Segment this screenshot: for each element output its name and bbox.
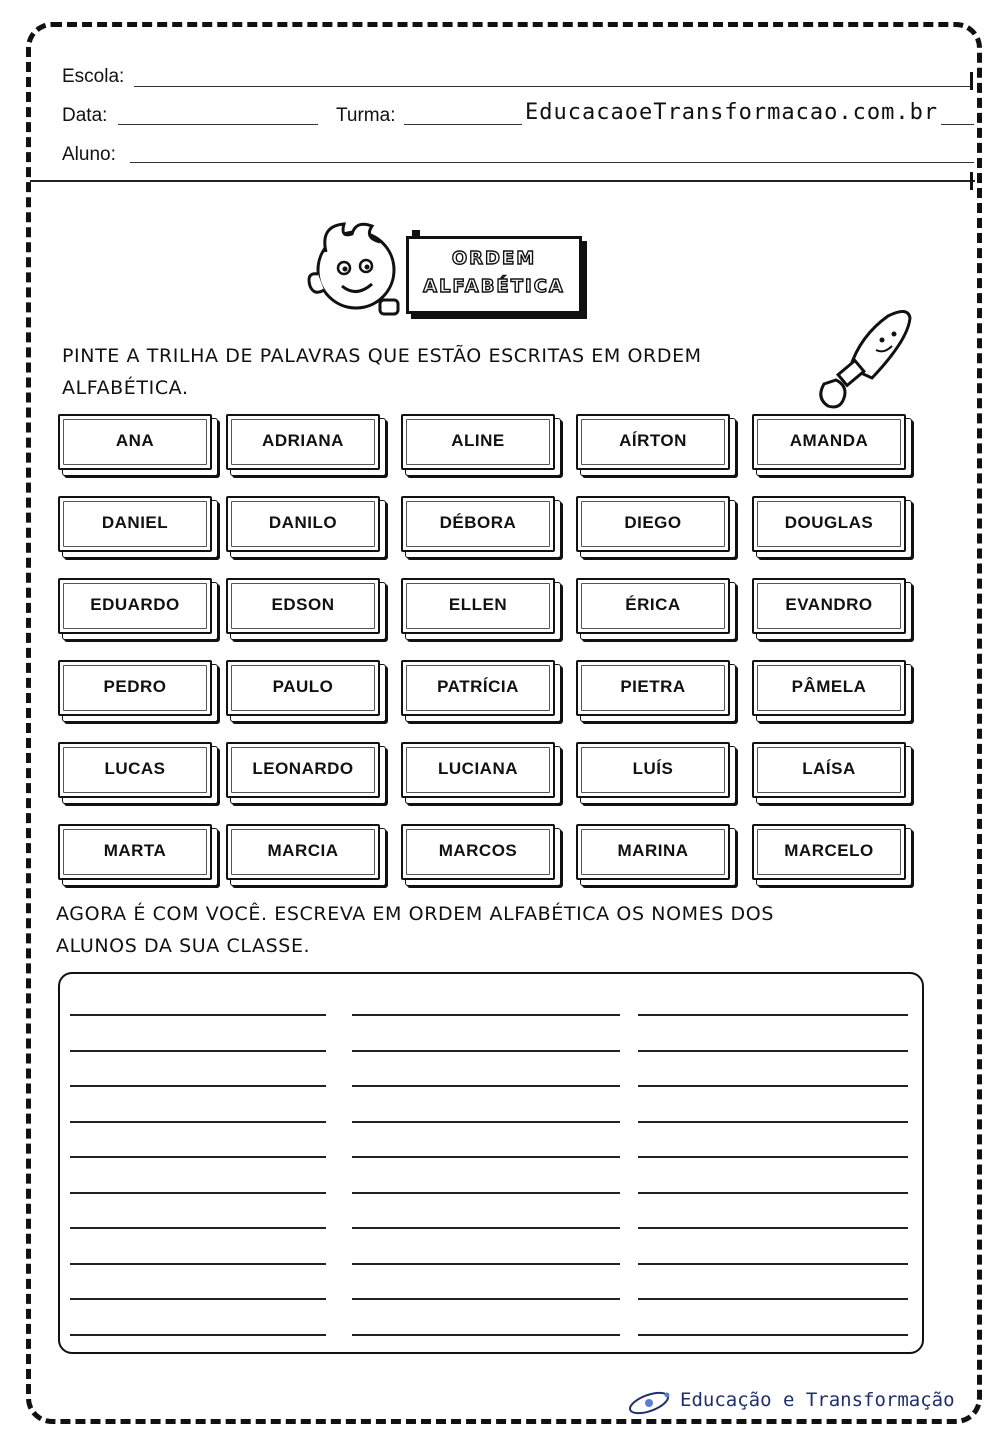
writing-line[interactable]	[70, 1334, 326, 1336]
word-tile[interactable]	[576, 496, 730, 552]
writing-line[interactable]	[638, 1121, 908, 1123]
word-label: ALINE	[451, 431, 505, 450]
word-tile[interactable]	[752, 414, 906, 470]
word-tile[interactable]	[58, 742, 212, 798]
writing-line[interactable]	[638, 1334, 908, 1336]
divider-tick	[970, 172, 973, 190]
word-tile[interactable]	[226, 578, 380, 634]
writing-line[interactable]	[352, 1298, 620, 1300]
word-tile[interactable]	[226, 414, 380, 470]
writing-line[interactable]	[352, 1263, 620, 1265]
writing-line[interactable]	[70, 1014, 326, 1016]
word-tile[interactable]	[401, 824, 555, 880]
word-tile[interactable]	[752, 496, 906, 552]
word-label: PAULO	[272, 677, 334, 696]
word-tile[interactable]	[226, 824, 380, 880]
instruction-2-line2: ALUNOS DA SUA CLASSE.	[56, 935, 311, 957]
word-grid	[58, 414, 920, 884]
footer-brand	[625, 1385, 955, 1421]
instruction-2-line1: AGORA É COM VOCÊ. ESCREVA EM ORDEM ALFABÉTICA OS NOMES DOS	[56, 903, 774, 925]
site-watermark: EducacaoeTransformacao.com.br	[522, 100, 941, 125]
word-label: MARCOS	[438, 841, 518, 860]
writing-line[interactable]	[638, 1263, 908, 1265]
word-label: LUCIANA	[438, 759, 518, 778]
instruction-1	[62, 340, 702, 404]
word-label: DANILO	[268, 513, 338, 532]
writing-line[interactable]	[70, 1192, 326, 1194]
writing-line[interactable]	[352, 1227, 620, 1229]
word-tile[interactable]	[576, 824, 730, 880]
word-label: PÂMELA	[791, 677, 867, 696]
writing-line[interactable]	[638, 1085, 908, 1087]
writing-line[interactable]	[638, 1156, 908, 1158]
word-label: PIETRA	[620, 677, 686, 696]
word-tile[interactable]	[226, 742, 380, 798]
writing-line[interactable]	[638, 1014, 908, 1016]
writing-line[interactable]	[70, 1156, 326, 1158]
writing-line[interactable]	[352, 1050, 620, 1052]
data-label: Data:	[62, 105, 108, 126]
writing-line[interactable]	[638, 1192, 908, 1194]
word-label: MARCELO	[784, 841, 874, 860]
footer-brand-text: Educação e Transformação	[680, 1389, 955, 1411]
word-label: LUCAS	[104, 759, 166, 778]
word-label: ÉRICA	[625, 595, 681, 614]
word-label: LEONARDO	[252, 759, 354, 778]
word-label: DANIEL	[101, 513, 169, 532]
writing-line[interactable]	[352, 1085, 620, 1087]
word-label: LUÍS	[632, 759, 674, 778]
word-tile[interactable]	[58, 660, 212, 716]
word-label: LAÍSA	[802, 759, 856, 778]
word-tile[interactable]	[576, 414, 730, 470]
orbit-logo-icon	[625, 1385, 675, 1421]
word-label: EVANDRO	[785, 595, 873, 614]
word-tile[interactable]	[752, 824, 906, 880]
data-line[interactable]	[118, 124, 318, 125]
title-line1: ORDEM	[451, 248, 537, 269]
title-logo	[300, 212, 590, 320]
writing-line[interactable]	[638, 1050, 908, 1052]
aluno-label: Aluno:	[62, 144, 116, 165]
word-label: DIEGO	[624, 513, 682, 532]
writing-box	[58, 972, 924, 1354]
writing-line[interactable]	[70, 1263, 326, 1265]
word-tile[interactable]	[58, 496, 212, 552]
word-tile[interactable]	[58, 824, 212, 880]
writing-line[interactable]	[70, 1121, 326, 1123]
word-tile[interactable]	[226, 660, 380, 716]
header-tick	[970, 72, 973, 90]
word-label: PEDRO	[103, 677, 167, 696]
writing-line[interactable]	[352, 1156, 620, 1158]
title-line2: ALFABÉTICA	[423, 276, 565, 297]
writing-line[interactable]	[352, 1192, 620, 1194]
kid-mascot-icon	[300, 212, 420, 320]
writing-line[interactable]	[70, 1298, 326, 1300]
word-label: DÉBORA	[439, 513, 517, 532]
word-tile[interactable]	[401, 496, 555, 552]
header-divider	[30, 180, 975, 182]
word-tile[interactable]	[752, 660, 906, 716]
writing-line[interactable]	[70, 1227, 326, 1229]
word-tile[interactable]	[226, 496, 380, 552]
writing-line[interactable]	[352, 1014, 620, 1016]
word-tile[interactable]	[58, 578, 212, 634]
word-label: ANA	[115, 431, 155, 450]
instruction-1-line2: ALFABÉTICA.	[62, 377, 189, 399]
word-label: DOUGLAS	[784, 513, 874, 532]
word-label: EDSON	[271, 595, 335, 614]
word-tile[interactable]	[401, 660, 555, 716]
aluno-line[interactable]	[130, 162, 974, 163]
writing-line[interactable]	[638, 1298, 908, 1300]
word-tile[interactable]	[752, 578, 906, 634]
word-tile[interactable]	[576, 742, 730, 798]
word-label: ELLEN	[448, 595, 508, 614]
turma-label: Turma:	[336, 105, 396, 126]
escola-line[interactable]	[134, 86, 972, 87]
word-tile[interactable]	[58, 414, 212, 470]
instruction-1-line1: PINTE A TRILHA DE PALAVRAS QUE ESTÃO ESCRITAS EM ORDEM	[62, 345, 702, 367]
word-tile[interactable]	[401, 742, 555, 798]
word-label: MARINA	[617, 841, 689, 860]
paintbrush-icon	[810, 306, 920, 416]
word-tile[interactable]	[401, 414, 555, 470]
title-sign	[406, 236, 582, 314]
word-label: MARCIA	[267, 841, 339, 860]
word-tile[interactable]	[576, 660, 730, 716]
word-label: AÍRTON	[619, 431, 687, 450]
writing-line[interactable]	[70, 1050, 326, 1052]
word-label: PATRÍCIA	[437, 677, 519, 696]
word-tile[interactable]	[401, 578, 555, 634]
word-label: AMANDA	[789, 431, 869, 450]
writing-line[interactable]	[352, 1334, 620, 1336]
writing-line[interactable]	[638, 1227, 908, 1229]
instruction-2	[56, 898, 774, 962]
word-label: ADRIANA	[262, 431, 344, 450]
writing-line[interactable]	[352, 1121, 620, 1123]
word-label: EDUARDO	[90, 595, 180, 614]
escola-label: Escola:	[62, 66, 125, 87]
word-label: MARTA	[103, 841, 167, 860]
writing-line[interactable]	[70, 1085, 326, 1087]
word-tile[interactable]	[752, 742, 906, 798]
word-tile[interactable]	[576, 578, 730, 634]
